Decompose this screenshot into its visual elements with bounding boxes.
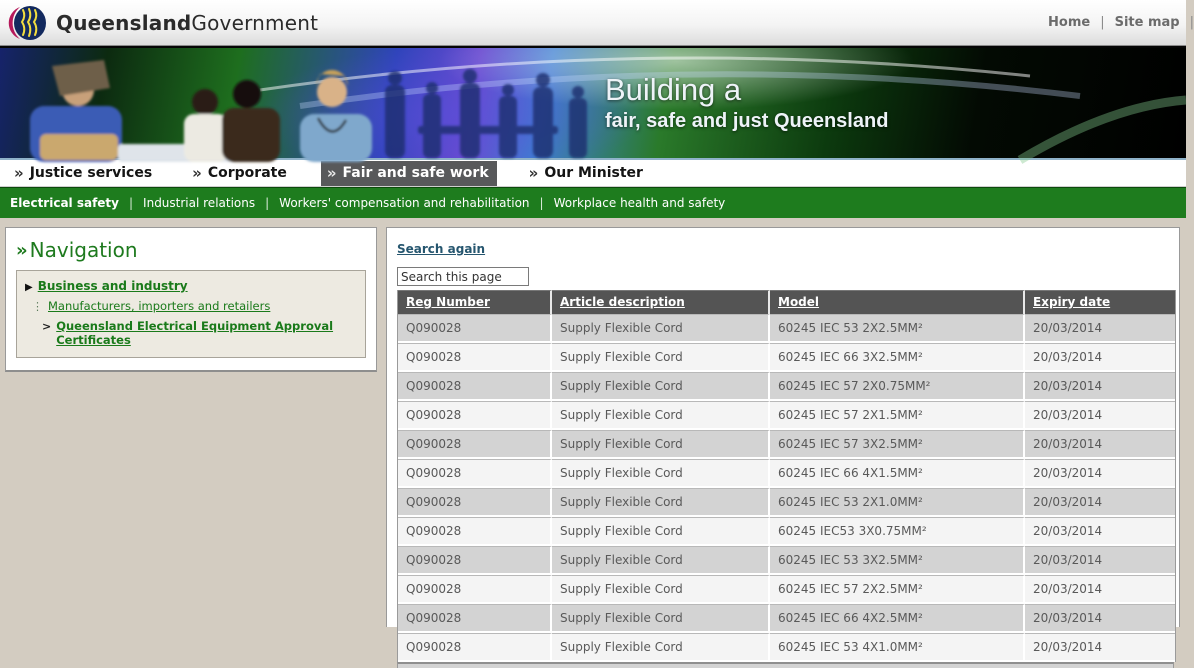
cell-model: 60245 IEC 57 3X2.5MM²	[770, 430, 1025, 459]
cell-model: 60245 IEC 53 2X2.5MM²	[770, 314, 1025, 343]
cell-reg-number: Q090028	[398, 604, 552, 633]
subnav-separator: |	[129, 196, 134, 210]
chevron-icon: »	[528, 163, 539, 182]
cell-article-description: Supply Flexible Cord	[552, 372, 770, 401]
table-row	[398, 343, 1175, 372]
sitemap-link[interactable]: Site map	[1114, 15, 1180, 30]
cell-reg-number: Q090028	[398, 314, 552, 343]
cell-reg-number: Q090028	[398, 343, 552, 372]
cell-article-description: Supply Flexible Cord	[552, 546, 770, 575]
search-this-page-input[interactable]	[397, 267, 529, 286]
partial-next-row	[397, 662, 1174, 668]
table-row	[398, 575, 1175, 604]
main-panel	[386, 227, 1180, 654]
tab-corporate[interactable]	[186, 161, 295, 186]
cell-model: 60245 IEC 53 3X2.5MM²	[770, 546, 1025, 575]
cell-model: 60245 IEC 66 3X2.5MM²	[770, 343, 1025, 372]
tab-label: Corporate	[207, 164, 287, 181]
cell-reg-number: Q090028	[398, 372, 552, 401]
cell-article-description: Supply Flexible Cord	[552, 314, 770, 343]
sidebar-item-label: Business and industry	[37, 279, 188, 293]
subnav-separator: |	[539, 196, 544, 210]
table-row	[398, 401, 1175, 430]
qld-coat-of-arms-icon	[10, 4, 48, 42]
cell-reg-number: Q090028	[398, 546, 552, 575]
cell-model: 60245 IEC 53 2X1.0MM²	[770, 488, 1025, 517]
navigation-heading	[16, 238, 366, 262]
banner-tagline	[605, 74, 888, 132]
cell-reg-number: Q090028	[398, 517, 552, 546]
tab-fair-and-safe-work[interactable]	[321, 161, 497, 186]
cell-reg-number: Q090028	[398, 459, 552, 488]
cell-expiry-date: 20/03/2014	[1025, 314, 1175, 343]
cell-expiry-date: 20/03/2014	[1025, 459, 1175, 488]
cell-article-description: Supply Flexible Cord	[552, 430, 770, 459]
cell-expiry-date: 20/03/2014	[1025, 546, 1175, 575]
hero-banner	[0, 46, 1186, 160]
cell-expiry-date: 20/03/2014	[1025, 575, 1175, 604]
subnav-workers-compensation[interactable]: Workers' compensation and rehabilitation	[279, 196, 530, 210]
cell-article-description: Supply Flexible Cord	[552, 604, 770, 633]
table-row	[398, 459, 1175, 488]
column-header-link: Model	[778, 295, 820, 309]
navigation-panel	[5, 227, 377, 372]
tab-justice-services[interactable]	[8, 161, 160, 186]
cell-article-description: Supply Flexible Cord	[552, 343, 770, 372]
cell-article-description: Supply Flexible Cord	[552, 459, 770, 488]
cell-model: 60245 IEC 66 4X2.5MM²	[770, 604, 1025, 633]
cell-model: 60245 IEC53 3X0.75MM²	[770, 517, 1025, 546]
column-header-reg-number[interactable]	[398, 290, 552, 314]
navigation-heading-label: Navigation	[29, 238, 138, 262]
branch-bullet-icon: ⋮	[32, 300, 43, 313]
sidebar-item-qld-electrical-equipment-approval-certificates[interactable]	[42, 319, 357, 347]
cell-expiry-date: 20/03/2014	[1025, 401, 1175, 430]
banner-title-line2: fair, safe and just Queensland	[605, 109, 889, 132]
table-row	[398, 604, 1175, 633]
cell-expiry-date: 20/03/2014	[1025, 430, 1175, 459]
table-row	[398, 517, 1175, 546]
subnav-electrical-safety[interactable]: Electrical safety	[10, 196, 119, 210]
logo-text	[56, 11, 318, 35]
navigation-links-box	[16, 270, 366, 358]
home-link[interactable]: Home	[1048, 15, 1091, 30]
table-row	[398, 488, 1175, 517]
logo-text-regular: Government	[191, 10, 319, 35]
arrow-bullet-icon: >	[42, 320, 52, 333]
cell-reg-number: Q090028	[398, 575, 552, 604]
cell-model: 60245 IEC 57 2X1.5MM²	[770, 401, 1025, 430]
primary-nav-tabbar	[0, 160, 1186, 187]
cell-reg-number: Q090028	[398, 488, 552, 517]
sidebar-item-label: Queensland Electrical Equipment Approval Certificates	[56, 319, 334, 347]
column-header-model[interactable]	[770, 290, 1025, 314]
triangle-bullet-icon: ▶	[25, 282, 33, 293]
sidebar-item-label: Manufacturers, importers and retailers	[48, 299, 271, 313]
subnav-workplace-health-safety[interactable]: Workplace health and safety	[553, 196, 726, 210]
qld-government-logo[interactable]	[10, 4, 318, 42]
header-separator: |	[1189, 15, 1194, 30]
logo-text-bold: Queensland	[56, 10, 192, 35]
cell-expiry-date: 20/03/2014	[1025, 372, 1175, 401]
cell-article-description: Supply Flexible Cord	[552, 517, 770, 546]
tab-label: Justice services	[29, 164, 153, 181]
column-header-article-description[interactable]	[552, 290, 770, 314]
banner-title-line1: Building a	[605, 72, 742, 107]
subnav-separator: |	[265, 196, 270, 210]
cell-expiry-date: 20/03/2014	[1025, 517, 1175, 546]
approval-certificates-table	[397, 290, 1176, 662]
table-header-row	[398, 290, 1175, 314]
chevron-icon: »	[192, 163, 202, 182]
tab-label: Our Minister	[544, 164, 643, 181]
cell-model: 60245 IEC 57 2X0.75MM²	[770, 372, 1025, 401]
chevron-icon: »	[16, 239, 28, 261]
cell-reg-number: Q090028	[398, 401, 552, 430]
cell-article-description: Supply Flexible Cord	[552, 575, 770, 604]
column-header-link: Reg Number	[406, 295, 490, 309]
cell-model: 60245 IEC 57 2X2.5MM²	[770, 575, 1025, 604]
table-row	[398, 633, 1175, 662]
sidebar-item-business-and-industry[interactable]	[25, 279, 357, 293]
cell-model: 60245 IEC 66 4X1.5MM²	[770, 459, 1025, 488]
content-area	[0, 218, 1186, 654]
cell-article-description: Supply Flexible Cord	[552, 633, 770, 662]
table-row	[398, 430, 1175, 459]
column-header-link: Article description	[560, 295, 685, 309]
table-row	[398, 546, 1175, 575]
cell-article-description: Supply Flexible Cord	[552, 401, 770, 430]
tab-label: Fair and safe work	[342, 164, 489, 181]
cell-expiry-date: 20/03/2014	[1025, 604, 1175, 633]
tab-our-minister[interactable]	[523, 161, 651, 186]
banner-artwork	[0, 48, 1186, 158]
table-row	[398, 314, 1175, 343]
search-again-link[interactable]: Search again	[397, 242, 486, 256]
table-row	[398, 372, 1175, 401]
table-body	[398, 314, 1175, 662]
cell-reg-number: Q090028	[398, 430, 552, 459]
header-links	[1048, 15, 1194, 30]
chevron-icon: »	[326, 163, 337, 182]
cell-expiry-date: 20/03/2014	[1025, 488, 1175, 517]
top-header	[0, 0, 1194, 46]
subnav-industrial-relations[interactable]: Industrial relations	[143, 196, 256, 210]
cell-expiry-date: 20/03/2014	[1025, 343, 1175, 372]
header-separator: |	[1100, 15, 1105, 30]
cell-article-description: Supply Flexible Cord	[552, 488, 770, 517]
column-header-link: Expiry date	[1033, 295, 1111, 309]
cell-reg-number: Q090028	[398, 633, 552, 662]
cell-model: 60245 IEC 53 4X1.0MM²	[770, 633, 1025, 662]
column-header-expiry-date[interactable]	[1025, 290, 1175, 314]
secondary-nav-bar	[0, 187, 1186, 218]
sidebar-item-manufacturers-importers-retailers[interactable]	[32, 299, 357, 313]
cell-expiry-date: 20/03/2014	[1025, 633, 1175, 662]
chevron-icon: »	[14, 163, 24, 182]
